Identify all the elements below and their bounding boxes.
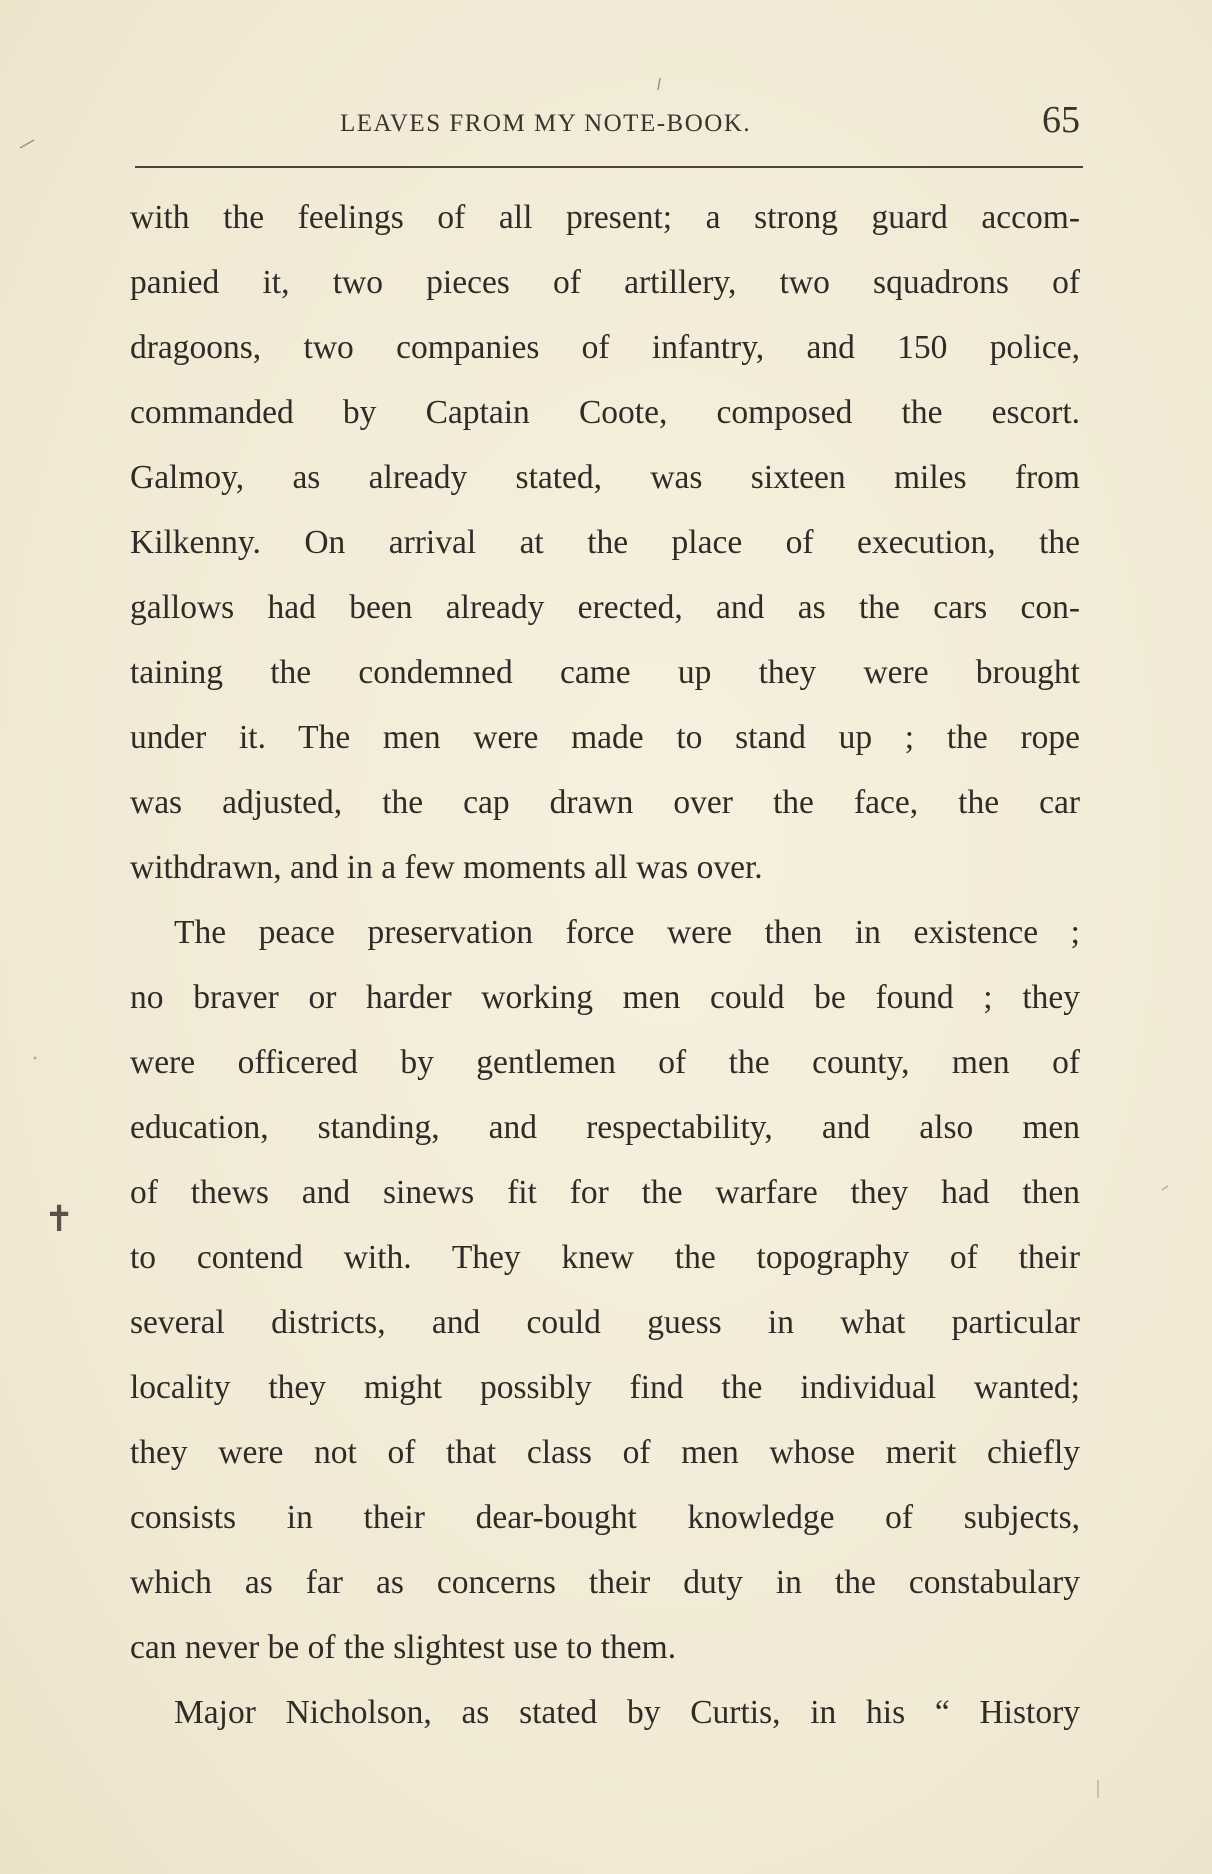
text-line: Major Nicholson, as stated by Curtis, in his “ History: [174, 1694, 1080, 1731]
text-line: they were not of that class of men whose merit chiefly: [130, 1434, 1080, 1471]
text-line: can never be of the slightest use to them.: [130, 1629, 677, 1666]
text-line: taining the condemned came up they were brought: [130, 654, 1080, 691]
body-text: [130, 185, 1080, 1745]
text-line: which as far as concerns their duty in the constabulary: [130, 1564, 1080, 1601]
text-line: of thews and sinews fit for the warfare they had then: [130, 1174, 1080, 1211]
text-line: Kilkenny. On arrival at the place of execution, the: [130, 524, 1080, 561]
running-title: LEAVES FROM MY NOTE-BOOK.: [340, 110, 752, 137]
text-line: locality they might possibly find the individual wanted;: [130, 1369, 1080, 1406]
text-line: no braver or harder working men could be found ; they: [130, 979, 1080, 1016]
text-line: The peace preservation force were then in existence ;: [174, 914, 1080, 951]
header-rule: [135, 166, 1083, 168]
text-line: consists in their dear-bought knowledge of subjects,: [130, 1499, 1080, 1536]
text-line: several districts, and could guess in what particular: [130, 1304, 1080, 1341]
text-line: commanded by Captain Coote, composed the escort.: [130, 394, 1080, 431]
text-line: were officered by gentlemen of the county, men of: [130, 1044, 1080, 1081]
text-line: Galmoy, as already stated, was sixteen miles from: [130, 459, 1080, 496]
text-line: with the feelings of all present; a strong guard accom-: [130, 199, 1080, 236]
text-line: gallows had been already erected, and as the cars con-: [130, 589, 1080, 626]
text-line: withdrawn, and in a few moments all was over.: [130, 849, 763, 886]
text-line: under it. The men were made to stand up ; the rope: [130, 719, 1080, 756]
text-line: panied it, two pieces of artillery, two squadrons of: [130, 264, 1080, 301]
text-line: education, standing, and respectability, and also men: [130, 1109, 1080, 1146]
running-head: [130, 98, 1080, 148]
margin-mark: ✝: [44, 1199, 75, 1239]
text-line: to contend with. They knew the topography of their: [130, 1239, 1080, 1276]
page-number: 65: [1042, 99, 1080, 141]
text-line: dragoons, two companies of infantry, and 150 police,: [130, 329, 1080, 366]
text-line: was adjusted, the cap drawn over the face, the car: [130, 784, 1080, 821]
